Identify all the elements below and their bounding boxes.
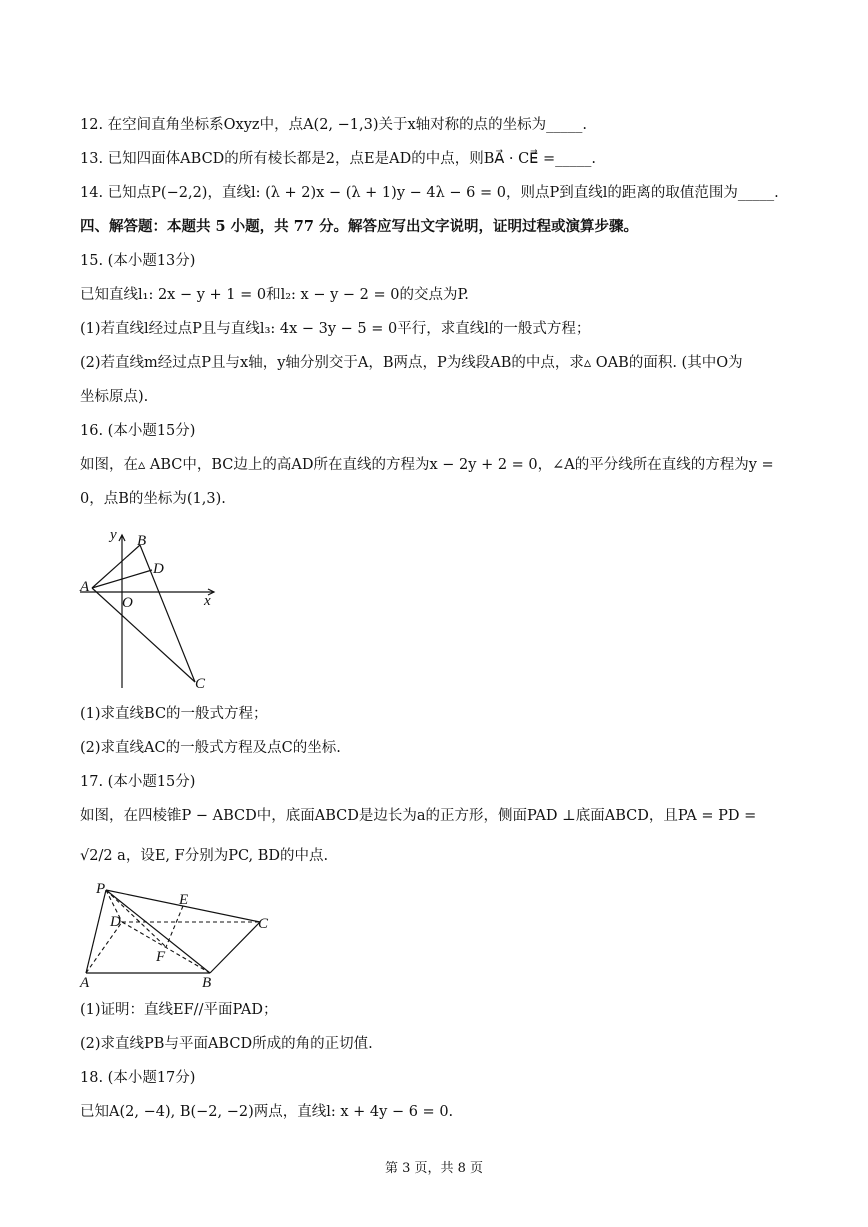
- question-18-header: 18. (本小题17分): [80, 1070, 196, 1086]
- fig17-label-D: D: [110, 914, 121, 930]
- question-17-part1: (1)证明：直线EF//平面PAD；: [80, 1002, 278, 1018]
- fig16-label-B: B: [137, 533, 147, 549]
- fig17-label-E: E: [179, 892, 189, 908]
- pyramid-figure: [78, 880, 278, 990]
- question-16-part2: (2)求直线AC的一般式方程及点C的坐标.: [80, 740, 341, 756]
- question-15-header: 15. (本小题13分): [80, 253, 196, 269]
- question-17-part2: (2)求直线PB与平面ABCD所成的角的正切值.: [80, 1036, 373, 1052]
- question-15-part1: (1)若直线l经过点P且与直线l₃: 4x − 3y − 5 = 0平行，求直线l的一般式方程；: [80, 321, 591, 337]
- question-17-stem: 如图，在四棱锥P − ABCD中，底面ABCD是边长为a的正方形，侧面PAD ⊥底面ABCD，且PA = PD =: [80, 808, 757, 824]
- fig16-label-O: O: [122, 595, 133, 611]
- fig17-label-A: A: [80, 975, 90, 990]
- fig16-label-D: D: [153, 561, 164, 577]
- fig16-label-x: x: [204, 593, 211, 609]
- question-17-stem-cont: √2/2 a，设E, F分别为PC, BD的中点.: [80, 848, 329, 864]
- fig17-label-F: F: [156, 949, 166, 965]
- page-footer: 第 3 页，共 8 页: [384, 1161, 484, 1176]
- question-16-stem: 如图，在▵ ABC中，BC边上的高AD所在直线的方程为x − 2y + 2 = 0，∠A的平分线所在直线的方程为y =: [80, 457, 774, 473]
- triangle-figure: [78, 525, 228, 695]
- question-15-part2-cont: 坐标原点).: [80, 389, 149, 405]
- question-16-part1: (1)求直线BC的一般式方程；: [80, 706, 268, 722]
- fig16-label-A: A: [80, 579, 90, 595]
- question-17-header: 17. (本小题15分): [80, 774, 196, 790]
- question-12: 12. 在空间直角坐标系Oxyz中，点A(2, −1,3)关于x轴对称的点的坐标为_____.: [80, 117, 588, 133]
- question-14: 14. 已知点P(−2,2)，直线l: (λ + 2)x − (λ + 1)y − 4λ − 6 = 0，则点P到直线l的距离的取值范围为_____.: [80, 185, 779, 201]
- fig17-label-C: C: [258, 916, 269, 932]
- fig17-label-P: P: [96, 881, 106, 897]
- fig16-label-C: C: [195, 676, 206, 692]
- question-18-stem: 已知A(2, −4), B(−2, −2)两点，直线l: x + 4y − 6 = 0.: [80, 1104, 454, 1120]
- question-15-part2: (2)若直线m经过点P且与x轴，y轴分别交于A，B两点，P为线段AB的中点，求▵ OAB的面积. (其中O为: [80, 355, 743, 371]
- question-13: 13. 已知四面体ABCD的所有棱长都是2，点E是AD的中点，则BA⃗ · CE⃗ =_____.: [80, 151, 596, 167]
- question-15-stem: 已知直线l₁: 2x − y + 1 = 0和l₂: x − y − 2 = 0的交点为P.: [80, 287, 469, 303]
- fig16-label-y: y: [110, 527, 117, 543]
- section-heading: 四、解答题：本题共 5 小题，共 77 分。解答应写出文字说明，证明过程或演算步骤。: [80, 218, 638, 235]
- question-16-stem-cont: 0，点B的坐标为(1,3).: [80, 491, 226, 507]
- question-16-header: 16. (本小题15分): [80, 423, 196, 439]
- fig17-label-B: B: [202, 975, 212, 990]
